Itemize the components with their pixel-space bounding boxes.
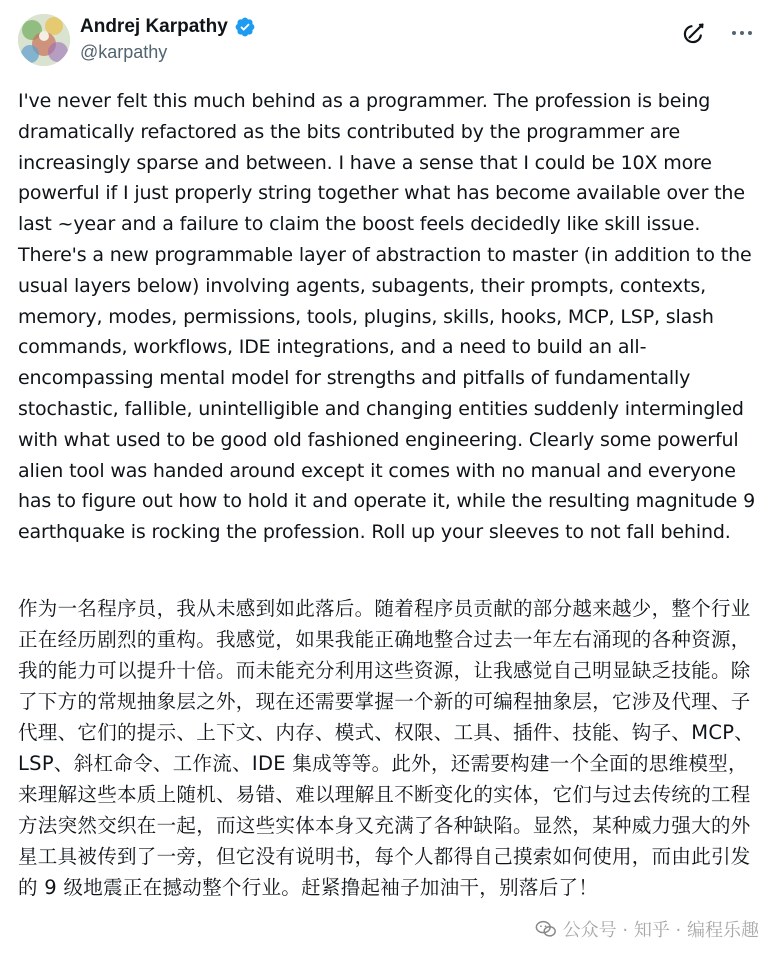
grok-icon[interactable] <box>681 20 707 46</box>
watermark <box>531 914 763 944</box>
tweet-text-chinese-translation: 作为一名程序员，我从未感到如此落后。随着程序员贡献的部分越来越少，整个行业正在经历剧烈的重构。我感觉，如果我能正确地整合过去一年左右涌现的各种资源，我的能力可以提升十倍。而未能充分利用这些资源，让我感觉自己明显缺乏技能。除了下方的常规抽象层之外，现在还需要掌握一个新的可编程抽象层，它涉及代理、子代理、它们的提示、上下文、内存、模式、权限、工具、插件、技能、钩子、MCP、LSP、斜杠命令、工作流、IDE 集成等等。此外，还需要构建一个全面的思维模型，来理解这些本质上随机、易错、难以理解且不断变化的实体，它们与过去传统的工程方法突然交织在一起，而这些实体本身又充满了各种缺陷。显然，某种威力强大的外星工具被传到了一旁，但它没有说明书，每个人都得自己摸索如何使用，而由此引发的 9 级地震正在撼动整个行业。赶紧撸起袖子加油干，别落后了！ <box>18 597 755 899</box>
tweet-text-english: I've never felt this much behind as a programmer. The profession is being dramatically refactored as the bits contributed by the programmer are increasingly sparse and between. I have a sense that I could be 10X more powerful if I just properly string together what has become available over the last ~year and a failure to claim the boost feels decidedly like skill issue. There's a new programmable layer of abstraction to master (in addition to the usual layers below) involving agents, subagents, their prompts, contexts, memory, modes, permissions, tools, plugins, skills, hooks, MCP, LSP, slash commands, workflows, IDE integrations, and a need to build an all-encompassing mental model for strengths and pitfalls of fundamentally stochastic, fallible, unintelligible and changing entities suddenly intermingled with what used to be good old fashioned engineering. Clearly some powerful alien tool was handed around except it comes with no manual and everyone has to figure out how to hold it and operate it, while the resulting magnitude 9 earthquake is rocking the profession. Roll up your sleeves to not fall behind. <box>18 90 756 544</box>
author-name[interactable]: Andrej Karpathy <box>80 16 228 37</box>
author-block <box>80 14 256 63</box>
wechat-logo-icon <box>535 918 557 940</box>
verified-badge-icon <box>234 16 256 38</box>
tweet-actions <box>681 20 755 46</box>
tweet-header <box>18 14 755 70</box>
avatar[interactable] <box>18 14 70 66</box>
watermark-text: 公众号 · 知乎 · 编程乐趣 <box>562 920 759 941</box>
author-handle[interactable]: @karpathy <box>80 42 168 62</box>
more-options-icon[interactable] <box>729 20 755 46</box>
avatar-illustration <box>18 14 70 66</box>
